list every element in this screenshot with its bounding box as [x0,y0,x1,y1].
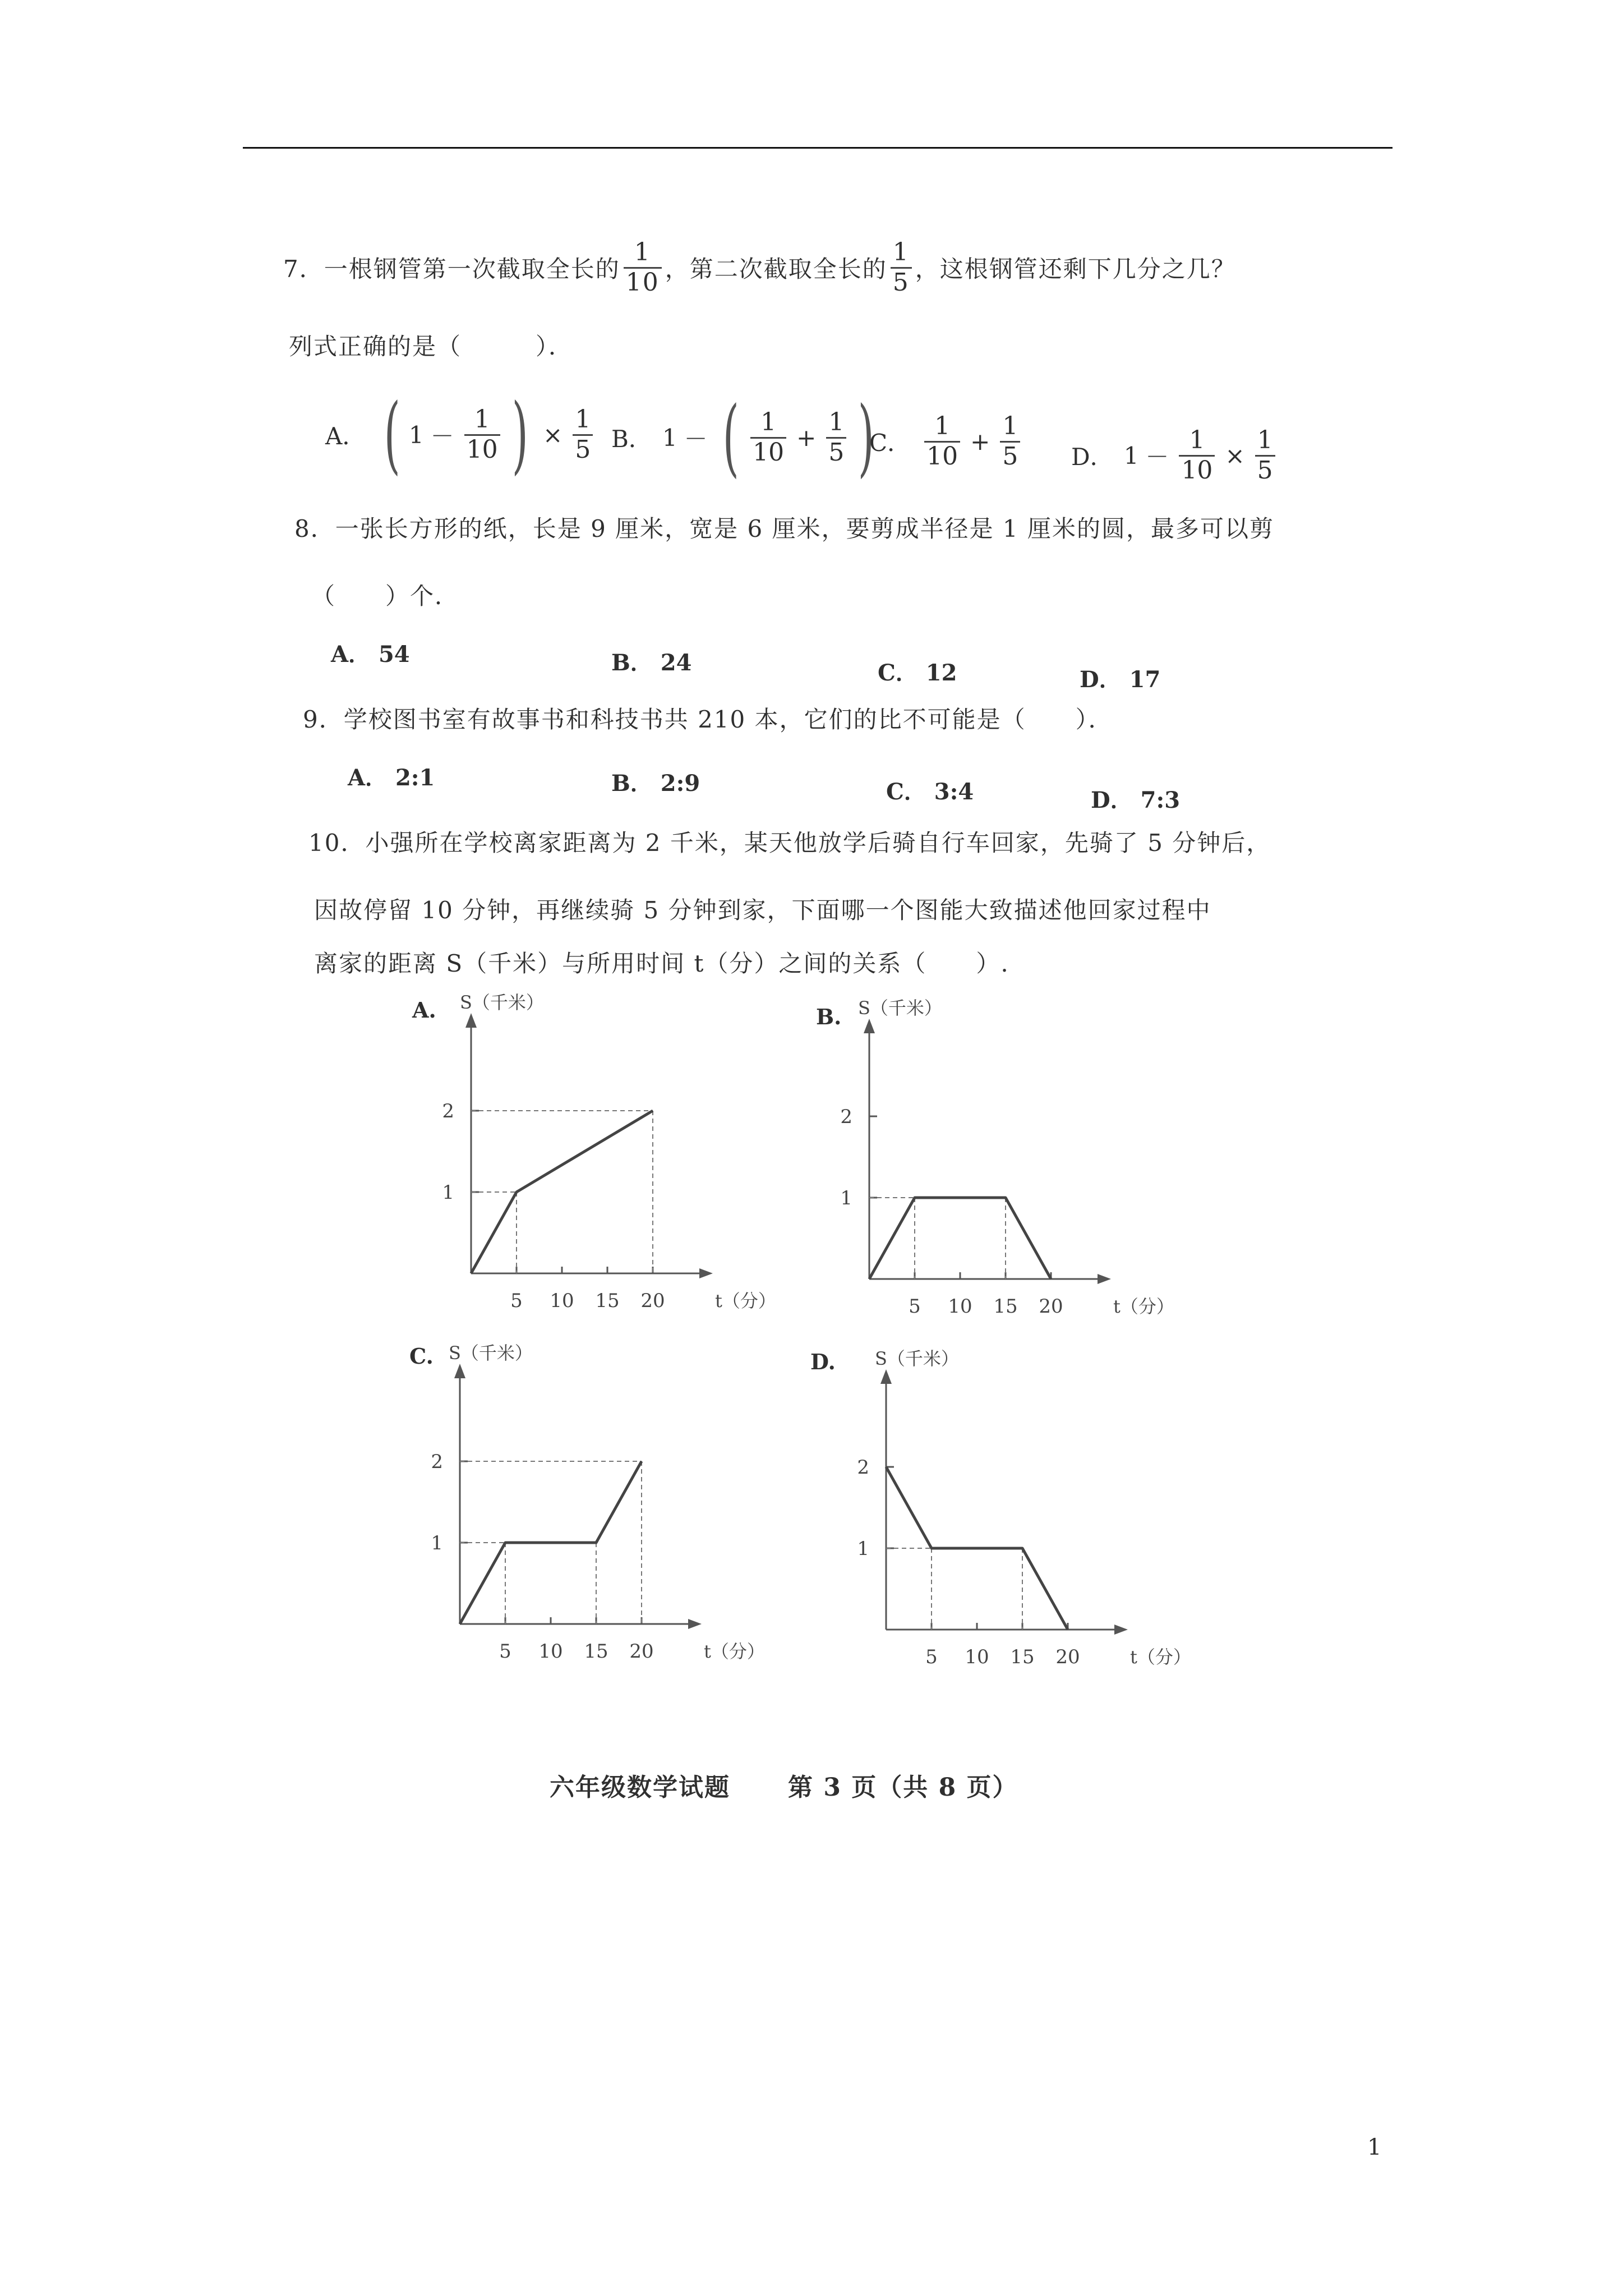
graph-d-label: D. [810,1349,836,1374]
q9-line1: 9．学校图书室有故事书和科技书共 210 本，它们的比不可能是（ ）． [303,706,1113,733]
q8-line1: 8．一张长方形的纸，长是 9 厘米，宽是 6 厘米，要剪成半径是 1 厘米的圆，最多可以剪 [294,515,1274,542]
y-axis-arrow [454,1364,465,1378]
y-tick-label: 1 [442,1181,454,1204]
q7-text-c: ，这根钢管还剩下几分之几？ [915,255,1236,283]
y-tick-label: 2 [442,1100,454,1122]
q8-line2: （ ）个． [311,582,460,610]
q7-text-b: ，第二次截取全长的 [665,255,887,283]
y-axis-title: S（千米） [858,999,942,1019]
x-tick-label: 10 [965,1646,989,1668]
footer-page: 第 3 页（共 8 页） [788,1773,1018,1802]
x-tick-label: 10 [550,1290,574,1312]
q9-option-c: C． 3:4 [886,779,974,805]
x-tick-label: 15 [584,1640,608,1663]
x-tick-label: 5 [499,1640,511,1663]
q9-option-d: D． 7:3 [1091,787,1181,813]
q8-option-d: D． 17 [1080,666,1161,693]
x-tick-label: 20 [640,1290,665,1312]
graph-d [841,1349,1200,1697]
y-tick-label: 1 [857,1538,869,1560]
x-tick-label: 10 [538,1640,563,1663]
graph-a [426,993,785,1335]
q8-option-b: B． 24 [611,650,692,676]
q7-option-c: C． $\frac{1}{10}$ + $\frac{1}{5}$ [869,412,1023,471]
y-axis-title: S（千米） [460,993,544,1013]
graph-b [824,999,1183,1341]
q10-line1: 10．小强所在学校离家距离为 2 千米，某天他放学后骑自行车回家，先骑了 5 分钟后， [308,829,1271,857]
y-axis-arrow [864,1019,875,1033]
q9-option-b: B． 2:9 [611,770,700,797]
q8-option-a: A． 54 [331,641,410,668]
page-number: 1 [1367,2134,1382,2160]
graph-c-label: C. [409,1343,434,1369]
x-axis-arrow [1098,1274,1111,1284]
q7-text-a: 7．一根钢管第一次截取全长的 [283,255,620,283]
q7-line1 [283,238,1236,297]
q7-option-b: B． 1 － ( $\frac{1}{10}$ + $\frac{1}{5}$ ) [611,389,875,486]
x-tick-label: 10 [948,1295,972,1318]
x-tick-label: 20 [629,1640,654,1663]
y-axis-arrow [880,1369,892,1384]
x-axis-arrow [699,1268,713,1278]
q7-option-d: D． 1 － $\frac{1}{10}$ × $\frac{1}{5}$ [1071,426,1279,485]
x-axis-title: t（分） [704,1641,765,1662]
footer-subject: 六年级数学试题 [550,1773,730,1802]
x-tick-label: 15 [595,1290,620,1312]
q10-line3: 离家的距离 S（千米）与所用时间 t（分）之间的关系（ ）. [314,950,1009,977]
x-tick-label: 20 [1039,1295,1063,1318]
y-tick-label: 2 [431,1451,443,1473]
y-axis-title: S（千米） [449,1343,533,1364]
x-axis-title: t（分） [715,1290,776,1312]
x-tick-label: 15 [993,1295,1018,1318]
q7-fraction-1: $\frac{1}{10}$ [624,238,662,297]
y-axis-arrow [465,1013,477,1028]
q8-option-c: C． 12 [878,660,957,686]
y-tick-label: 1 [840,1187,852,1209]
graph-a-label: A. [412,997,436,1023]
q7-fraction-2: $\frac{1}{5}$ [891,238,912,297]
x-tick-label: 5 [909,1295,921,1318]
header-rule [243,147,1393,149]
q7-option-a: A． ( 1 － $\frac{1}{10}$ ) × $\frac{1}{5}$ [325,393,596,477]
y-tick-label: 1 [431,1532,443,1554]
q9-option-a: A． 2:1 [348,765,435,791]
x-axis-arrow [1114,1625,1128,1635]
x-axis-title: t（分） [1130,1646,1191,1668]
x-tick-label: 5 [510,1290,523,1312]
x-axis-arrow [688,1619,702,1629]
graph-c [415,1343,774,1691]
y-tick-label: 2 [840,1106,852,1128]
x-tick-label: 5 [925,1646,938,1668]
x-tick-label: 20 [1055,1646,1080,1668]
x-tick-label: 15 [1010,1646,1035,1668]
series-line [869,1198,1051,1279]
y-tick-label: 2 [857,1456,869,1479]
q7-line2: 列式正确的是（ ）． [289,333,574,360]
q10-line2: 因故停留 10 分钟，再继续骑 5 分钟到家，下面哪一个图能大致描述他回家过程中 [314,896,1211,924]
y-axis-title: S（千米） [875,1349,959,1369]
x-axis-title: t（分） [1113,1296,1174,1317]
graph-b-label: B. [816,1004,842,1029]
